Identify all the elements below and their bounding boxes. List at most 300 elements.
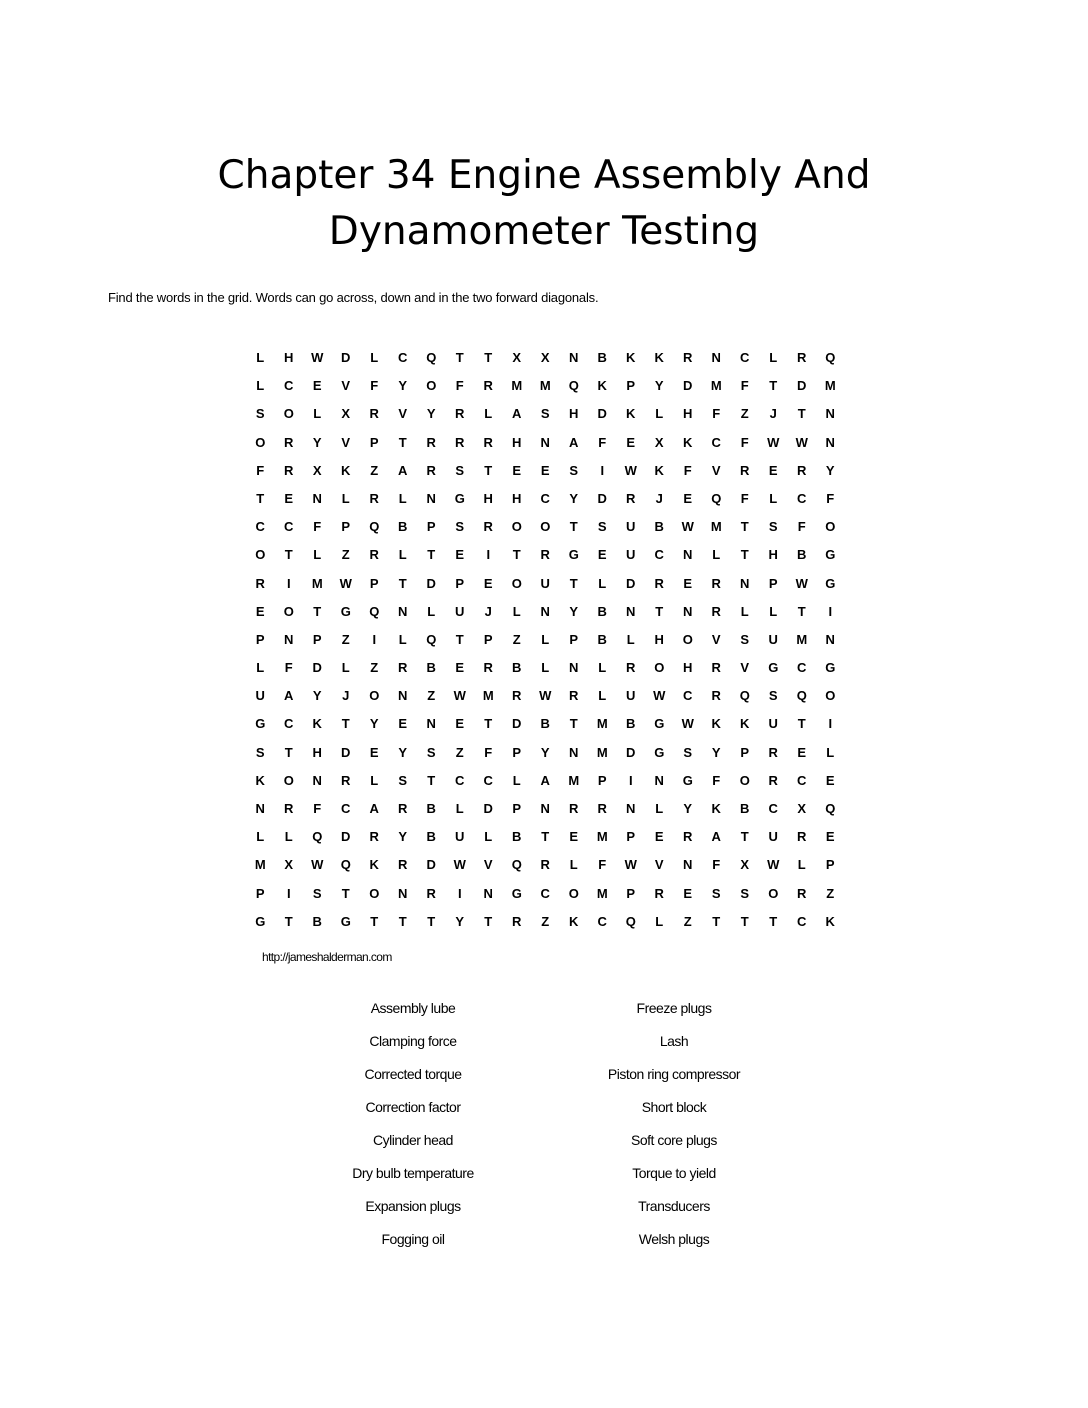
grid-letter: Y	[398, 829, 408, 845]
grid-letter: O	[654, 660, 665, 676]
grid-letter: O	[511, 575, 522, 591]
grid-letter: R	[797, 829, 807, 845]
grid-letter: W	[453, 857, 466, 873]
grid-letter: T	[398, 575, 407, 591]
grid-letter: L	[398, 547, 407, 563]
grid-letter: D	[341, 744, 351, 760]
grid-letter: E	[455, 547, 465, 563]
grid-letter: Q	[625, 913, 636, 929]
grid-letter: F	[740, 490, 749, 506]
word-list-item: Short block	[641, 1099, 707, 1115]
grid-letter: P	[369, 575, 379, 591]
grid-letter: C	[398, 350, 408, 365]
grid-letter: O	[568, 885, 579, 901]
grid-letter: Y	[711, 744, 721, 760]
grid-letter: A	[398, 462, 408, 478]
grid-letter: P	[312, 631, 322, 647]
grid-letter: L	[398, 631, 407, 647]
grid-letter: P	[597, 772, 607, 788]
grid-letter: U	[626, 547, 636, 563]
grid-letter: T	[455, 350, 464, 365]
grid-letter: C	[654, 547, 664, 563]
grid-letter: R	[597, 801, 607, 816]
grid-letter: K	[711, 716, 721, 732]
word-list-left	[283, 997, 543, 1261]
grid-letter: C	[768, 801, 778, 816]
grid-letter: S	[398, 772, 408, 788]
grid-letter: T	[740, 913, 749, 929]
grid-letter: Y	[683, 801, 693, 816]
grid-letter: R	[369, 547, 379, 563]
grid-letter: R	[341, 772, 351, 788]
grid-letter: R	[369, 406, 379, 422]
word-list-item: Clamping force	[369, 1033, 457, 1049]
grid-letter: A	[369, 801, 379, 816]
grid-letter: C	[483, 772, 493, 788]
grid-letter: K	[825, 913, 835, 929]
grid-letter: R	[654, 575, 664, 591]
grid-letter: I	[457, 885, 462, 901]
grid-letter: G	[511, 885, 522, 901]
grid-letter: T	[313, 603, 322, 619]
grid-letter: O	[283, 406, 294, 422]
grid-letter: R	[398, 660, 408, 676]
grid-letter: N	[740, 575, 750, 591]
grid-letter: T	[655, 603, 664, 619]
grid-letter: P	[341, 519, 351, 535]
grid-letter: B	[312, 913, 322, 929]
grid-letter: N	[825, 631, 835, 647]
grid-letter: R	[455, 406, 465, 422]
grid-letter: R	[426, 462, 436, 478]
grid-letter: X	[284, 857, 294, 873]
grid-letter: O	[283, 772, 294, 788]
grid-letter: X	[740, 857, 750, 873]
grid-letter: Y	[654, 378, 664, 394]
instructions: Find the words in the grid. Words can go across, down and in the two forward diagonals.	[108, 290, 599, 305]
grid-letter: E	[483, 575, 493, 591]
grid-letter: C	[797, 913, 807, 929]
grid-letter: X	[512, 350, 522, 365]
grid-letter: E	[597, 547, 607, 563]
grid-letter: R	[711, 603, 721, 619]
grid-letter: S	[255, 406, 265, 422]
grid-letter: E	[398, 716, 408, 732]
grid-letter: W	[624, 857, 637, 873]
grid-letter: T	[797, 716, 806, 732]
grid-letter: Z	[683, 913, 692, 929]
grid-letter: P	[483, 631, 493, 647]
grid-letter: R	[768, 744, 778, 760]
grid-letter: F	[370, 378, 379, 394]
grid-letter: H	[284, 350, 294, 365]
grid-letter: T	[769, 378, 778, 394]
grid-letter: Z	[541, 913, 550, 929]
grid-letter: K	[626, 350, 636, 365]
grid-letter: G	[654, 716, 665, 732]
grid-letter: L	[541, 631, 550, 647]
grid-letter: H	[569, 406, 579, 422]
grid-letter: I	[600, 462, 605, 478]
grid-letter: Q	[426, 631, 437, 647]
grid-letter: N	[398, 885, 408, 901]
grid-letter: O	[426, 378, 437, 394]
grid-letter: R	[711, 688, 721, 704]
grid-letter: N	[398, 603, 408, 619]
grid-letter: O	[825, 688, 836, 704]
grid-letter: N	[626, 801, 636, 816]
grid-letter: S	[426, 744, 436, 760]
grid-letter: U	[768, 829, 778, 845]
grid-letter: E	[825, 772, 835, 788]
grid-letter: X	[312, 462, 322, 478]
grid-letter: K	[341, 462, 351, 478]
grid-letter: L	[598, 660, 607, 676]
grid-letter: R	[369, 829, 379, 845]
grid-letter: Y	[369, 716, 379, 732]
grid-letter: S	[312, 885, 322, 901]
grid-letter: T	[484, 350, 493, 365]
grid-letter: S	[255, 744, 265, 760]
grid-letter: E	[797, 744, 807, 760]
grid-letter: L	[256, 350, 265, 365]
grid-letter: O	[511, 519, 522, 535]
grid-letter: O	[739, 772, 750, 788]
grid-letter: F	[598, 434, 607, 450]
grid-letter: L	[256, 829, 265, 845]
grid-letter: P	[626, 829, 636, 845]
grid-letter: I	[286, 885, 291, 901]
word-list-item: Cylinder head	[373, 1132, 453, 1148]
grid-letter: G	[682, 772, 693, 788]
grid-letter: N	[825, 406, 835, 422]
grid-letter: L	[769, 350, 778, 365]
grid-letter: E	[569, 829, 579, 845]
grid-letter: R	[797, 462, 807, 478]
grid-letter: Z	[455, 744, 464, 760]
grid-letter: R	[512, 913, 522, 929]
grid-letter: T	[740, 829, 749, 845]
grid-letter: G	[255, 716, 266, 732]
grid-letter: V	[398, 406, 408, 422]
grid-letter: Y	[312, 434, 322, 450]
grid-letter: W	[624, 462, 637, 478]
grid-letter: R	[569, 801, 579, 816]
grid-letter: I	[828, 603, 833, 619]
grid-letter: V	[341, 378, 351, 394]
grid-letter: U	[626, 688, 636, 704]
grid-letter: H	[312, 744, 322, 760]
grid-letter: L	[626, 631, 635, 647]
grid-letter: C	[797, 660, 807, 676]
grid-letter: L	[284, 829, 293, 845]
grid-letter: E	[683, 885, 693, 901]
grid-letter: B	[797, 547, 807, 563]
grid-letter: L	[341, 490, 350, 506]
grid-letter: E	[825, 829, 835, 845]
grid-letter: P	[512, 744, 522, 760]
grid-letter: R	[711, 660, 721, 676]
grid-letter: P	[512, 801, 522, 816]
word-list-item: Piston ring compressor	[607, 1066, 741, 1082]
grid-letter: Y	[312, 688, 322, 704]
grid-letter: Z	[341, 547, 350, 563]
grid-letter: L	[826, 744, 835, 760]
grid-letter: W	[453, 688, 466, 704]
grid-letter: L	[769, 490, 778, 506]
grid-letter: Z	[740, 406, 749, 422]
grid-letter: L	[484, 406, 493, 422]
grid-letter: S	[455, 519, 465, 535]
grid-letter: W	[767, 434, 780, 450]
grid-letter: T	[569, 716, 578, 732]
word-list-item: Dry bulb temperature	[352, 1165, 474, 1181]
grid-letter: B	[426, 801, 436, 816]
grid-letter: K	[569, 913, 579, 929]
grid-letter: O	[768, 885, 779, 901]
grid-letter: S	[768, 519, 778, 535]
grid-letter: Y	[398, 744, 408, 760]
grid-letter: R	[740, 462, 750, 478]
grid-letter: F	[256, 462, 265, 478]
grid-letter: M	[568, 772, 580, 788]
grid-letter: E	[683, 490, 693, 506]
grid-letter: N	[626, 603, 636, 619]
grid-letter: A	[284, 688, 294, 704]
grid-letter: Q	[511, 857, 522, 873]
grid-letter: O	[369, 688, 380, 704]
word-list-right	[544, 997, 804, 1261]
grid-letter: E	[455, 660, 465, 676]
grid-letter: B	[512, 829, 522, 845]
grid-letter: M	[539, 378, 551, 394]
grid-letter: N	[654, 772, 664, 788]
grid-letter: A	[512, 406, 522, 422]
grid-letter: D	[341, 350, 351, 365]
grid-letter: F	[313, 519, 322, 535]
grid-letter: M	[596, 744, 608, 760]
grid-letter: T	[284, 913, 293, 929]
grid-letter: D	[597, 406, 607, 422]
grid-letter: S	[768, 688, 778, 704]
grid-letter: P	[768, 575, 778, 591]
grid-letter: N	[683, 857, 693, 873]
grid-letter: L	[455, 801, 464, 816]
grid-letter: K	[683, 434, 693, 450]
grid-letter: N	[569, 660, 579, 676]
grid-letter: B	[740, 801, 750, 816]
grid-letter: T	[284, 744, 293, 760]
grid-letter: R	[255, 575, 265, 591]
grid-letter: N	[569, 350, 579, 365]
grid-letter: N	[683, 603, 693, 619]
grid-letter: D	[797, 378, 807, 394]
grid-letter: G	[825, 660, 836, 676]
grid-letter: E	[255, 603, 265, 619]
grid-letter: N	[312, 490, 322, 506]
grid-letter: L	[256, 660, 265, 676]
grid-letter: C	[797, 772, 807, 788]
grid-letter: E	[369, 744, 379, 760]
grid-letter: W	[539, 688, 552, 704]
grid-letter: T	[797, 406, 806, 422]
grid-letter: R	[797, 885, 807, 901]
grid-letter: L	[655, 913, 664, 929]
grid-letter: R	[426, 885, 436, 901]
grid-letter: W	[767, 857, 780, 873]
grid-letter: C	[711, 434, 721, 450]
word-list-item: Assembly lube	[370, 1000, 456, 1016]
grid-letter: N	[312, 772, 322, 788]
grid-letter: X	[540, 350, 550, 365]
grid-letter: N	[540, 434, 550, 450]
grid-letter: C	[597, 913, 607, 929]
grid-letter: Q	[825, 350, 836, 365]
grid-letter: F	[598, 857, 607, 873]
grid-letter: T	[769, 913, 778, 929]
grid-letter: R	[683, 350, 693, 365]
grid-letter: E	[654, 829, 664, 845]
grid-letter: P	[740, 744, 750, 760]
grid-letter: Y	[825, 462, 835, 478]
grid-letter: T	[341, 885, 350, 901]
grid-letter: N	[540, 801, 550, 816]
grid-letter: P	[626, 885, 636, 901]
grid-letter: R	[797, 350, 807, 365]
grid-letter: G	[825, 547, 836, 563]
word-list-item: Transducers	[638, 1198, 710, 1214]
grid-letter: R	[483, 660, 493, 676]
grid-letter: S	[540, 406, 550, 422]
grid-letter: Z	[341, 631, 350, 647]
grid-letter: O	[255, 547, 266, 563]
grid-letter: X	[654, 434, 664, 450]
grid-letter: E	[455, 716, 465, 732]
grid-letter: C	[683, 688, 693, 704]
grid-letter: Q	[369, 603, 380, 619]
grid-letter: M	[710, 378, 722, 394]
grid-letter: S	[683, 744, 693, 760]
page-title	[0, 148, 1088, 260]
grid-letter: F	[797, 519, 806, 535]
grid-letter: O	[283, 603, 294, 619]
source-url: http://jameshalderman.com	[262, 950, 392, 964]
grid-letter: W	[653, 688, 666, 704]
grid-letter: V	[654, 857, 664, 873]
grid-letter: V	[711, 462, 721, 478]
grid-letter: T	[455, 631, 464, 647]
grid-letter: Q	[568, 378, 579, 394]
grid-letter: T	[484, 913, 493, 929]
grid-letter: B	[540, 716, 550, 732]
grid-letter: Y	[569, 490, 579, 506]
grid-letter: M	[482, 688, 494, 704]
grid-letter: F	[284, 660, 293, 676]
grid-letter: D	[426, 575, 436, 591]
grid-letter: U	[768, 716, 778, 732]
grid-letter: V	[483, 857, 493, 873]
grid-letter: P	[455, 575, 465, 591]
grid-letter: Q	[711, 490, 722, 506]
grid-letter: S	[597, 519, 607, 535]
grid-letter: K	[255, 772, 265, 788]
grid-letter: G	[340, 603, 351, 619]
grid-letter: D	[626, 744, 636, 760]
grid-letter: T	[341, 716, 350, 732]
grid-letter: P	[569, 631, 579, 647]
grid-letter: T	[512, 547, 521, 563]
grid-letter: T	[427, 772, 436, 788]
grid-letter: M	[311, 575, 323, 591]
grid-letter: E	[540, 462, 550, 478]
grid-letter: T	[484, 462, 493, 478]
grid-letter: I	[286, 575, 291, 591]
grid-letter: M	[596, 829, 608, 845]
grid-letter: T	[284, 547, 293, 563]
grid-letter: M	[796, 631, 808, 647]
grid-letter: Y	[569, 603, 579, 619]
grid-letter: T	[569, 519, 578, 535]
grid-letter: T	[712, 913, 721, 929]
grid-letter: L	[740, 603, 749, 619]
grid-letter: C	[255, 519, 265, 535]
grid-letter: C	[740, 350, 750, 365]
grid-letter: G	[255, 913, 266, 929]
grid-letter: H	[683, 660, 693, 676]
grid-letter: U	[455, 603, 465, 619]
word-list-item: Fogging oil	[381, 1231, 445, 1247]
grid-letter: B	[398, 519, 408, 535]
grid-letter: L	[797, 857, 806, 873]
grid-letter: T	[541, 829, 550, 845]
grid-letter: S	[455, 462, 465, 478]
grid-letter: N	[255, 801, 265, 816]
word-list-item: Torque to yield	[632, 1165, 716, 1181]
word-list-item: Expansion plugs	[365, 1198, 461, 1214]
grid-letter: B	[597, 631, 607, 647]
grid-letter: J	[484, 603, 492, 619]
grid-letter: B	[512, 660, 522, 676]
grid-letter: C	[284, 378, 294, 394]
grid-letter: J	[769, 406, 777, 422]
grid-letter: N	[398, 688, 408, 704]
grid-letter: L	[541, 660, 550, 676]
grid-letter: W	[339, 575, 352, 591]
grid-letter: D	[483, 801, 493, 816]
grid-letter: R	[483, 434, 493, 450]
grid-letter: P	[626, 378, 636, 394]
word-list-item: Freeze plugs	[636, 1000, 712, 1016]
grid-letter: Q	[340, 857, 351, 873]
grid-letter: E	[312, 378, 322, 394]
grid-letter: P	[255, 885, 265, 901]
grid-letter: E	[626, 434, 636, 450]
grid-letter: B	[597, 350, 607, 365]
grid-letter: K	[654, 350, 664, 365]
grid-letter: R	[711, 575, 721, 591]
grid-letter: I	[828, 716, 833, 732]
grid-letter: B	[626, 716, 636, 732]
grid-letter: R	[369, 490, 379, 506]
word-list-item: Correction factor	[365, 1099, 461, 1115]
grid-letter: L	[341, 660, 350, 676]
grid-letter: T	[398, 913, 407, 929]
grid-letter: E	[284, 490, 294, 506]
grid-letter: N	[711, 350, 721, 365]
grid-letter: R	[626, 660, 636, 676]
grid-letter: R	[398, 857, 408, 873]
grid-letter: F	[826, 490, 835, 506]
